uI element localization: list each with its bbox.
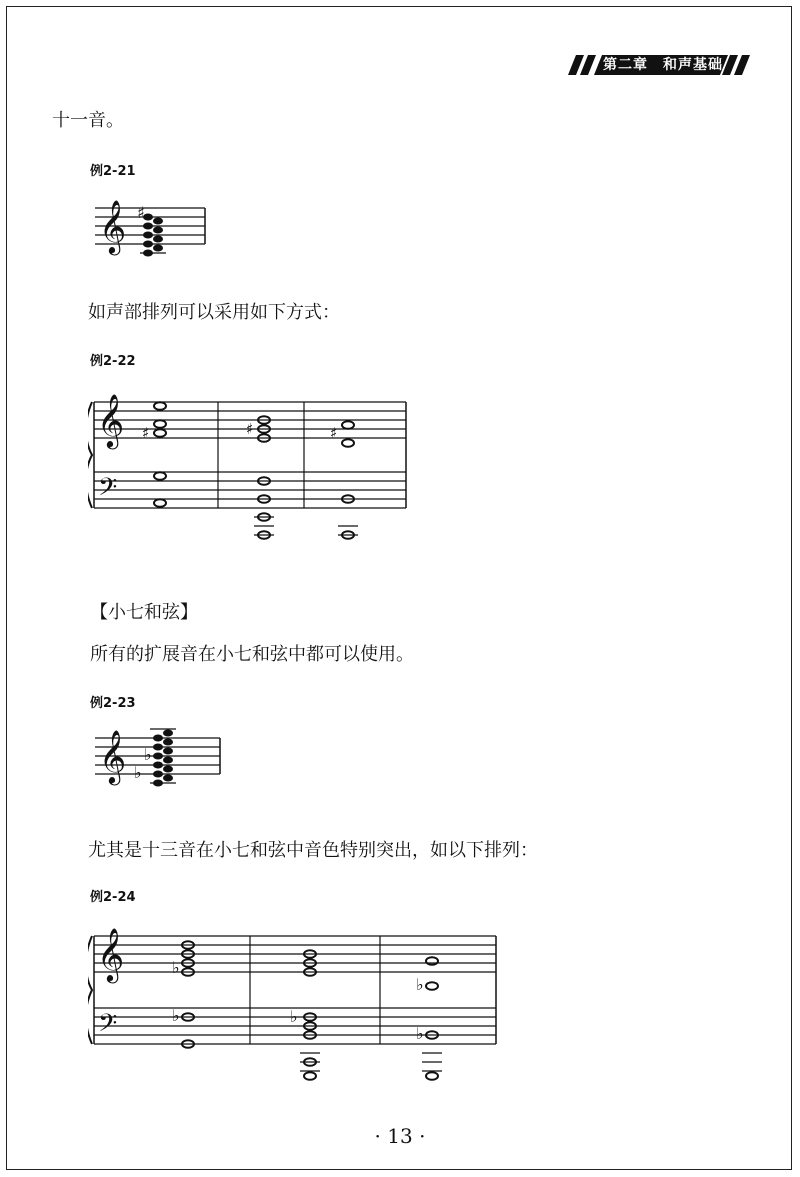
flat-icon: ♭	[172, 1006, 180, 1025]
example-label: 例2-21	[90, 164, 136, 179]
section-heading: 【小七和弦】	[90, 602, 198, 623]
example-2-24-score	[88, 926, 508, 1086]
bass-clef-icon: 𝄢	[98, 1009, 118, 1044]
example-2-23-score	[95, 720, 230, 800]
example-2-22-score	[88, 390, 418, 550]
flat-icon: ♭	[416, 1024, 424, 1043]
chapter-header	[568, 52, 758, 78]
sharp-icon: ♯	[142, 424, 150, 442]
text-line: 尤其是十三音在小七和弦中音色特别突出，如以下排列：	[88, 840, 538, 861]
example-label: 例2-23	[90, 696, 136, 711]
treble-clef-icon: 𝄞	[99, 729, 127, 783]
flat-icon: ♭	[290, 1007, 298, 1026]
text-line: 如声部排列可以采用如下方式：	[88, 302, 340, 323]
treble-clef-icon: 𝄞	[97, 393, 125, 447]
chapter-title: 第二章 和声基础	[603, 57, 723, 73]
example-label: 例2-22	[90, 354, 136, 369]
example-label: 例2-24	[90, 890, 136, 905]
treble-clef-icon: 𝄞	[97, 927, 125, 981]
bass-clef-icon: 𝄢	[98, 473, 118, 508]
sharp-icon: ♯	[330, 424, 338, 442]
sharp-icon: ♯	[246, 420, 254, 438]
sharp-icon: ♯	[137, 203, 145, 222]
flat-icon: ♭	[134, 763, 142, 782]
flat-icon: ♭	[416, 975, 424, 994]
text-line: 十一音。	[52, 110, 124, 131]
flat-icon: ♭	[144, 745, 152, 764]
treble-clef-icon: 𝄞	[99, 199, 127, 253]
text-line: 所有的扩展音在小七和弦中都可以使用。	[90, 644, 414, 665]
page-number: · 13 ·	[374, 1124, 426, 1148]
example-2-21-score	[95, 190, 215, 270]
flat-icon: ♭	[172, 958, 180, 977]
